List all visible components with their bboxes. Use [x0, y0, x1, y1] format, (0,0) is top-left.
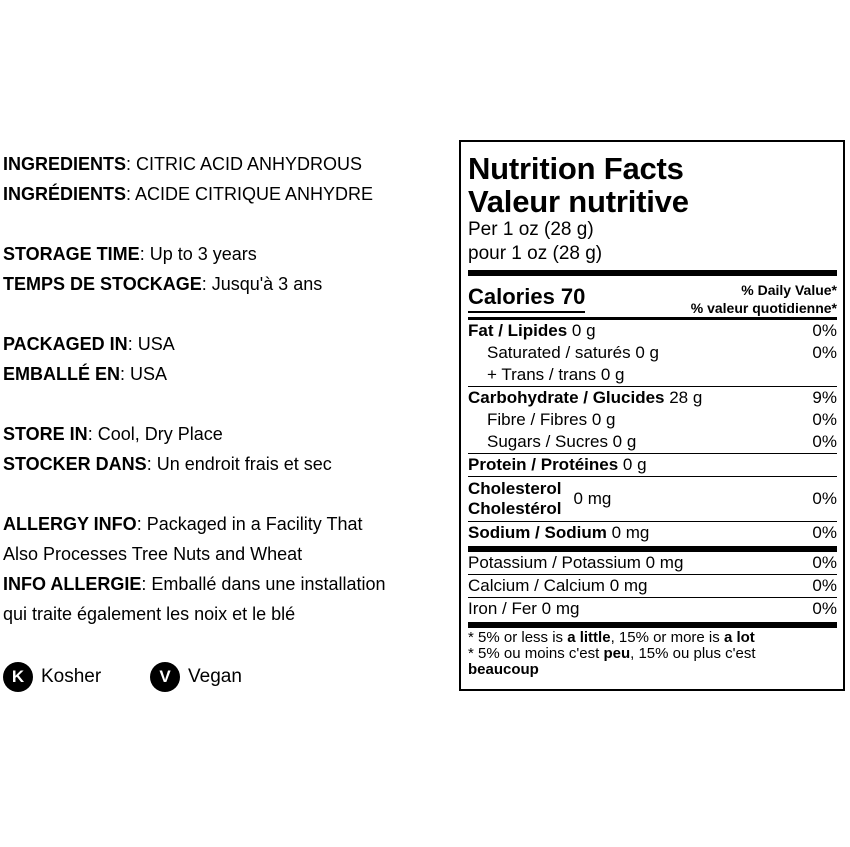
daily-value-header: % Daily Value* % valeur quotidienne*	[690, 282, 837, 316]
store-line: STORE IN: Cool, Dry Place	[3, 424, 223, 444]
vegan-cert	[150, 662, 242, 692]
saturated-row: Saturated / saturés 0 g 0%	[487, 343, 837, 362]
kosher-cert	[3, 662, 101, 692]
fibre-row: Fibre / Fibres 0 g 0%	[487, 410, 837, 429]
serving-size-fr: pour 1 oz (28 g)	[468, 243, 603, 264]
sodium-row: Sodium / Sodium 0 mg 0%	[468, 523, 837, 542]
vegan-label: Vegan	[188, 666, 242, 687]
iron-row: Iron / Fer 0 mg 0%	[468, 599, 837, 618]
carbohydrate-row: Carbohydrate / Glucides 28 g 9%	[468, 388, 837, 407]
nutrition-title-en: Nutrition Facts	[468, 151, 684, 186]
ingredients-fr-line: INGRÉDIENTS: ACIDE CITRIQUE ANHYDRE	[3, 184, 374, 204]
footnote-fr-2: beaucoup	[468, 661, 539, 678]
storage-fr-line: TEMPS DE STOCKAGE: Jusqu'à 3 ans	[3, 274, 323, 294]
footnote-fr: * 5% ou moins c'est peu, 15% ou plus c'est	[468, 645, 756, 662]
vegan-icon: V	[150, 662, 180, 692]
ingredients-line: INGREDIENTS: CITRIC ACID ANHYDROUS	[3, 154, 363, 174]
allergy-fr-line: INFO ALLERGIE: Emballé dans une installation	[3, 574, 386, 594]
store-fr-line: STOCKER DANS: Un endroit frais et sec	[3, 454, 332, 474]
footnote-en: * 5% or less is a little, 15% or more is a lot	[468, 629, 755, 646]
kosher-icon: K	[3, 662, 33, 692]
calcium-row: Calcium / Calcium 0 mg 0%	[468, 576, 837, 595]
allergy-line-2: Also Processes Tree Nuts and Wheat	[3, 544, 303, 564]
kosher-label: Kosher	[41, 666, 102, 687]
protein-row: Protein / Protéines 0 g	[468, 455, 647, 474]
calories-row	[468, 276, 837, 317]
cholesterol-row: Cholesterol Cholestérol 0 mg 0%	[468, 479, 837, 518]
sugars-row: Sugars / Sucres 0 g 0%	[487, 432, 837, 451]
nutrition-title-fr: Valeur nutritive	[468, 184, 689, 219]
packaged-line: PACKAGED IN: USA	[3, 334, 175, 354]
serving-size-en: Per 1 oz (28 g)	[468, 219, 594, 240]
nutrition-facts-panel	[459, 140, 845, 691]
potassium-row: Potassium / Potassium 0 mg 0%	[468, 553, 837, 572]
packaged-fr-line: EMBALLÉ EN: USA	[3, 364, 168, 384]
footnote	[468, 628, 837, 678]
product-info	[3, 149, 453, 629]
trans-row: + Trans / trans 0 g	[487, 365, 625, 384]
calories: Calories 70	[468, 284, 585, 313]
fat-row: Fat / Lipides 0 g 0%	[468, 321, 837, 340]
allergy-line: ALLERGY INFO: Packaged in a Facility That	[3, 514, 363, 534]
allergy-fr-line-2: qui traite également les noix et le blé	[3, 604, 296, 624]
storage-line: STORAGE TIME: Up to 3 years	[3, 244, 257, 264]
